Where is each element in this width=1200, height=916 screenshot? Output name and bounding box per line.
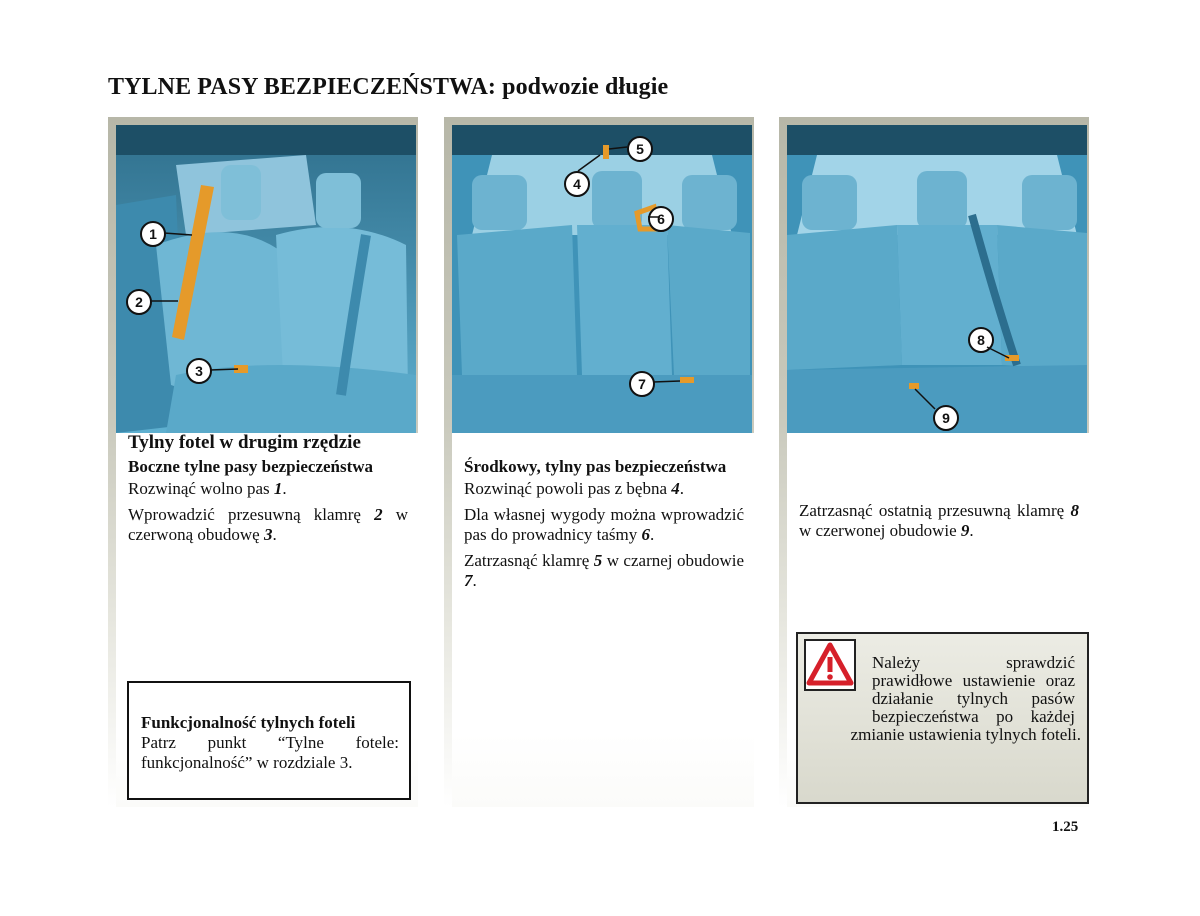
instruction-1: Rozwinąć wolno pas 1.: [128, 479, 287, 498]
warning-box: [796, 632, 1089, 804]
callout-2: 2: [126, 289, 152, 315]
instruction-2: Wprowadzić przesuwną klamrę 2 w czerwoną obudowę 3.: [128, 505, 409, 544]
photo-last-buckle: [787, 125, 1087, 433]
callout-6: 6: [648, 206, 674, 232]
instruction-1: Rozwinąć powoli pas z bębna 4.: [464, 479, 684, 498]
callout-5: 5: [627, 136, 653, 162]
instruction-2: Dla własnej wygody można wprowadzić pas do prowadnicy taśmy 6.: [464, 505, 744, 544]
photo-side-belts: [116, 125, 416, 433]
info-box-seat-functionality: [127, 681, 411, 800]
column-center-belt: [444, 117, 754, 807]
callout-1: 1: [140, 221, 166, 247]
section-subheading: Środkowy, tylny pas bezpieczeństwa: [464, 457, 727, 476]
warning-triangle-icon: [804, 639, 856, 691]
callout-7: 7: [629, 371, 655, 397]
page-title: TYLNE PASY BEZPIECZEŃSTWA: podwozie długie: [108, 74, 669, 100]
instruction-3: Zatrzasnąć klamrę 5 w czarnej obudowie 7.: [464, 551, 745, 590]
section-heading: Tylny fotel w drugim rzędzie: [128, 432, 361, 453]
section-subheading: Boczne tylne pasy bezpieczeństwa: [128, 457, 374, 476]
info-box-text: Patrz punkt “Tylne fotele: funkcjonalność” w rozdziale 3.: [141, 733, 399, 772]
callout-4: 4: [564, 171, 590, 197]
callout-9: 9: [933, 405, 959, 431]
warning-text-tail: zmianie ustawienia tylnych foteli.: [850, 725, 1081, 744]
info-box-title: Funkcjonalność tylnych foteli: [141, 713, 356, 732]
instruction-1: Zatrzasnąć ostatnią przesuwną klamrę 8 w czerwonej obudowie 9.: [799, 501, 1079, 540]
callout-8: 8: [968, 327, 994, 353]
warning-text: Należy sprawdzić prawidłowe ustawienie oraz działanie tylnych pasów bezpieczeństwa po każdej: [872, 653, 1075, 726]
photo-center-belt: [452, 125, 752, 433]
callout-leaders-3: [787, 125, 1087, 433]
callout-leaders-1: [116, 125, 416, 433]
callout-leaders-2: [452, 125, 752, 433]
page-number: 1.25: [1052, 819, 1079, 835]
callout-3: 3: [186, 358, 212, 384]
